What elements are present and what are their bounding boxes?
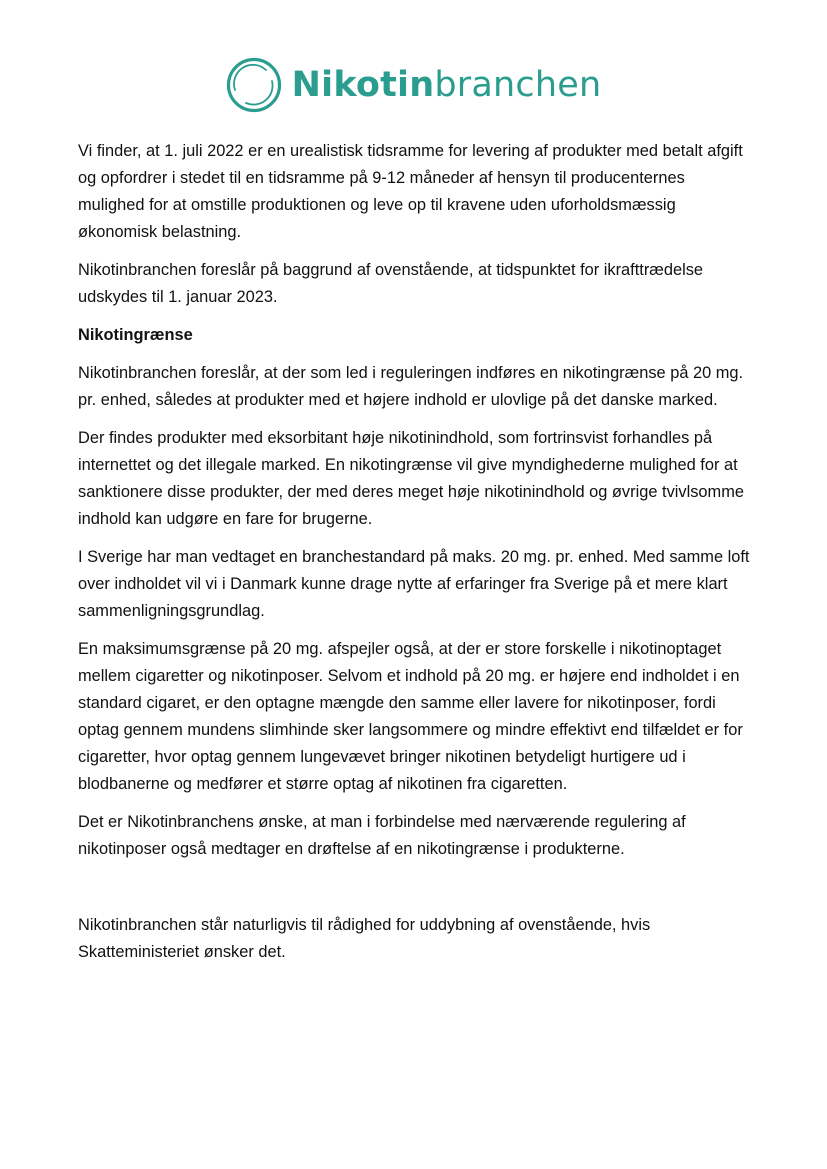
logo-ring-icon bbox=[226, 57, 282, 113]
paragraph-closing: Nikotinbranchen står naturligvis til rådighed for uddybning af ovenstående, hvis Skatteministeriet ønsker det. bbox=[78, 916, 651, 961]
section-heading-nikotingraense: Nikotingrænse bbox=[78, 326, 193, 344]
paragraph-postponement: Nikotinbranchen foreslår på baggrund af ovenstående, at tidspunktet for ikrafttrædelse udskydes til 1. januar 2023. bbox=[78, 261, 704, 306]
paragraph-sweden-standard: I Sverige har man vedtaget en branchestandard på maks. 20 mg. pr. enhed. Med samme loft over indholdet vil vi i Danmark kunne drage nytte af erfaringer fra Sverige på et mere klart sammenligningsgrundlag. bbox=[78, 548, 750, 620]
paragraph-nicotine-limit-proposal: Nikotinbranchen foreslår, at der som led i reguleringen indføres en nikotingrænse på 20 mg. pr. enhed, således at produkter med et højere indhold er ulovlige på det danske marked. bbox=[78, 364, 744, 409]
paragraph-timeframe: Vi finder, at 1. juli 2022 er en urealistisk tidsramme for levering af produkter med betalt afgift og opfordrer i stedet til en tidsramme på 9-12 måneder af hensyn til producenternes mulighed for at omstille produktionen og leve op til kravene uden uforholdsmæssig økonomisk belastning. bbox=[78, 142, 743, 241]
paragraph-wish: Det er Nikotinbranchens ønske, at man i forbindelse med nærværende regulering af nikotinposer også medtager en drøftelse af en nikotingrænse i produkterne. bbox=[78, 813, 686, 858]
paragraph-uptake-differences: En maksimumsgrænse på 20 mg. afspejler også, at der er store forskelle i nikotinoptaget mellem cigaretter og nikotinposer. Selvom et indhold på 20 mg. er højere end indholdet i en standard cigaret, er den optagne mængde den samme eller lavere for nikotinposer, fordi optag gennem mundens slimhinde sker langsommere og mindre effektivt end tilfældet er for cigaretter, hvor optag gennem lungevævet bringer nikotinen betydeligt hurtigere ud i blodbanerne og medfører et større optag af nikotinen fra cigaretten. bbox=[78, 640, 743, 793]
letterhead bbox=[0, 56, 827, 114]
brand-logo bbox=[291, 64, 602, 105]
letter-body bbox=[78, 138, 750, 977]
brand-name-light: branchen bbox=[434, 64, 602, 105]
brand-name-bold: Nikotin bbox=[291, 64, 435, 105]
paragraph-high-nicotine-products: Der findes produkter med eksorbitant høje nikotinindhold, som fortrinsvist forhandles på internettet og det illegale marked. En nikotingrænse vil give myndighederne mulighed for at sanktionere disse produkter, der med deres meget høje nikotinindhold og øvrige tvivlsomme indhold kan udgøre en fare for brugerne. bbox=[78, 429, 744, 528]
